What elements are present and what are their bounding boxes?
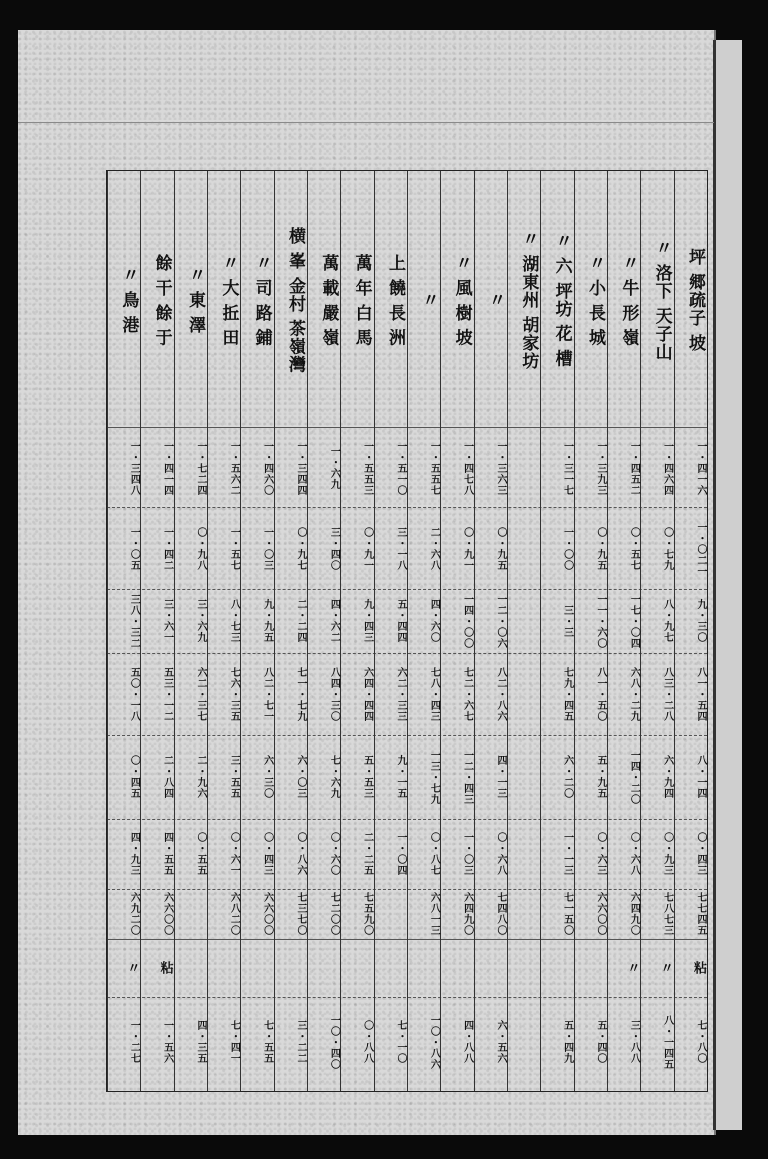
value-v9: 五・四〇 <box>594 1020 606 1064</box>
place-name: 萬 載 嚴 嶺 <box>318 253 339 347</box>
value-v7: 六八二〇 <box>228 892 240 936</box>
table-column <box>307 171 341 1091</box>
value-v6: 〇・四三 <box>694 832 706 876</box>
value-v9: 七・五五 <box>261 1020 273 1064</box>
value-v5: 五・九五 <box>594 755 606 799</box>
value-v6: 〇・九三 <box>661 832 673 876</box>
value-v1: 一・四一六 <box>694 440 706 496</box>
value-v5: 三・五五 <box>228 755 240 799</box>
place-name: 〃 六 坪坊 花 槽 <box>551 232 572 368</box>
value-v4: 八二・七一 <box>261 666 273 722</box>
value-v1: 一・三九三 <box>594 440 606 496</box>
value-v5: 六・三〇 <box>261 755 273 799</box>
value-v9: 四・八八 <box>461 1020 473 1064</box>
table-column <box>407 171 441 1091</box>
value-v3: 四・六〇 <box>428 599 440 643</box>
value-v5: 二・八四 <box>161 755 173 799</box>
value-v4: 八一・五〇 <box>594 666 606 722</box>
value-v9 <box>508 1001 541 1083</box>
value-v9: 六・五六 <box>494 1020 506 1064</box>
book-edge <box>713 40 742 1130</box>
value-v7: 七一五〇 <box>561 892 573 936</box>
grade-mark <box>308 943 341 993</box>
table-column <box>674 171 708 1091</box>
table-column <box>174 171 208 1091</box>
table-column <box>374 171 408 1091</box>
value-v3: 二・二四 <box>294 599 306 643</box>
table-column <box>640 171 674 1091</box>
table-column <box>340 171 374 1091</box>
value-v6: 〇・八六 <box>294 832 306 876</box>
grade-mark <box>508 943 541 993</box>
value-v1: 一・五六二 <box>228 440 240 496</box>
place-name: 上 饒 長 洲 <box>384 253 405 347</box>
value-v1: 一・四七八 <box>461 440 473 496</box>
value-v6: 〇・六八 <box>628 832 640 876</box>
value-v6: 〇・六一 <box>228 832 240 876</box>
value-v2: 一・〇三 <box>261 527 273 571</box>
grade-mark <box>341 943 374 993</box>
value-v6: 一・〇四 <box>394 832 406 876</box>
value-v3: 五・四四 <box>394 599 406 643</box>
value-v9: 五・四九 <box>561 1020 573 1064</box>
table-column <box>474 171 508 1091</box>
place-name: 〃 鳥 港 <box>118 266 139 334</box>
value-v6: 二・二五 <box>361 832 373 876</box>
value-v4: 六二・三七 <box>194 666 206 722</box>
place-name: 〃 東 澤 <box>184 266 205 334</box>
value-v1: 一・四六〇 <box>261 440 273 496</box>
value-v3: 八・九七 <box>661 599 673 643</box>
value-v2: 〇・九一 <box>361 527 373 571</box>
value-v2: 一・〇五 <box>128 527 140 571</box>
value-v2: 三・四〇 <box>328 527 340 571</box>
table-column <box>240 171 274 1091</box>
value-v7 <box>508 891 541 937</box>
value-v7 <box>375 891 408 937</box>
top-rule <box>18 122 714 123</box>
value-v5: 一二・四三 <box>461 749 473 805</box>
grade-mark <box>475 943 508 993</box>
value-v7: 七三七〇 <box>294 892 306 936</box>
value-v5: 七・六九 <box>328 755 340 799</box>
value-v3: 一二・〇六 <box>494 593 506 649</box>
value-v5: 一四・二〇 <box>628 749 640 805</box>
value-v6 <box>508 821 541 887</box>
value-v4 <box>508 655 541 733</box>
value-v6: 一・一三 <box>561 832 573 876</box>
value-v4: 八三・二八 <box>661 666 673 722</box>
value-v9: 三・八八 <box>628 1020 640 1064</box>
value-v6: 四・五五 <box>161 832 173 876</box>
value-v4: 八四・三〇 <box>328 666 340 722</box>
value-v7: 六六〇〇 <box>261 892 273 936</box>
value-v7: 七二〇〇 <box>328 892 340 936</box>
value-v4: 五〇・一八 <box>128 666 140 722</box>
value-v4: 八二・八六 <box>494 666 506 722</box>
value-v7: 七七四五 <box>694 892 706 936</box>
value-v2: 三・一八 <box>394 527 406 571</box>
value-v4: 五三・一二 <box>161 666 173 722</box>
value-v7 <box>175 891 208 937</box>
value-v4: 七六・三五 <box>228 666 240 722</box>
value-v4: 六二・三三 <box>394 666 406 722</box>
value-v1: 一・四五二 <box>628 440 640 496</box>
value-v9: 一・五六 <box>161 1020 173 1064</box>
value-v5: 六・九四 <box>661 755 673 799</box>
value-v1: 一・三一七 <box>561 440 573 496</box>
value-v6: 〇・四三 <box>261 832 273 876</box>
value-v2: 〇・九七 <box>294 527 306 571</box>
place-name: 〃 <box>418 291 439 309</box>
value-v3: 九・九五 <box>261 599 273 643</box>
place-name: 〃 司 路 鋪 <box>251 253 272 347</box>
grade-mark: 〃 <box>624 961 640 975</box>
value-v7: 七四八〇 <box>494 892 506 936</box>
value-v3: 一一・六〇 <box>594 593 606 649</box>
value-v1: 一・四六四 <box>661 440 673 496</box>
value-v1: 一・七二四 <box>194 440 206 496</box>
value-v2: 一・四二 <box>161 527 173 571</box>
grade-mark <box>275 943 308 993</box>
value-v4: 七八・四三 <box>428 666 440 722</box>
value-v2: 二・六八 <box>428 527 440 571</box>
value-v3: 九・三〇 <box>694 599 706 643</box>
value-v2: 一・〇二一 <box>694 521 706 577</box>
value-v9: 一・二七 <box>128 1020 140 1064</box>
value-v2: 一・五七 <box>228 527 240 571</box>
value-v1: 一・三四四 <box>294 440 306 496</box>
table-column <box>440 171 474 1091</box>
value-v9: 七・一〇 <box>394 1020 406 1064</box>
value-v2: 〇・九一 <box>461 527 473 571</box>
value-v2 <box>508 509 541 589</box>
place-name: 坪 郷疏子 坡 <box>684 248 705 352</box>
value-v7: 六六〇〇 <box>161 892 173 936</box>
value-v1: 一・五五七 <box>428 440 440 496</box>
place-name: 〃 牛 形 嶺 <box>618 253 639 347</box>
grade-mark: 粘 <box>157 961 173 975</box>
value-v9: 三・二二 <box>294 1020 306 1064</box>
document-page <box>18 30 716 1135</box>
value-v4: 七九・四五 <box>561 666 573 722</box>
value-v9: 七・四一 <box>228 1020 240 1064</box>
place-name: 〃 湖東州 胡家坊 <box>518 230 539 370</box>
grade-mark: 〃 <box>657 961 673 975</box>
table-column <box>140 171 174 1091</box>
value-v3: 三・六九 <box>194 599 206 643</box>
value-v6: 〇・八七 <box>428 832 440 876</box>
grade-mark: 粘 <box>690 961 706 975</box>
value-v9: 八・一四五 <box>661 1014 673 1070</box>
value-v3: 三・六一 <box>161 599 173 643</box>
value-v7: 七五九〇 <box>361 892 373 936</box>
value-v7: 七八七三 <box>661 892 673 936</box>
place-name: 横 峯 金村 茶嶺灣 <box>284 226 305 374</box>
value-v1: 一・四一四 <box>161 440 173 496</box>
value-v5 <box>508 737 541 817</box>
grade-mark <box>441 943 474 993</box>
value-v3 <box>508 591 541 651</box>
value-v5: 二・九六 <box>194 755 206 799</box>
value-v3: 一七・〇四 <box>628 593 640 649</box>
grade-mark: 〃 <box>124 961 140 975</box>
value-v3: 九・四三 <box>361 599 373 643</box>
value-v5: 九・一五 <box>394 755 406 799</box>
value-v3: 三・三 <box>561 604 573 638</box>
value-v6: 〇・六三 <box>594 832 606 876</box>
value-v2: 一・〇〇 <box>561 527 573 571</box>
value-v6: 〇・六〇 <box>328 832 340 876</box>
value-v6: 〇・五五 <box>194 832 206 876</box>
value-v2: 〇・九五 <box>494 527 506 571</box>
table-column <box>507 171 541 1091</box>
value-v6: 四・九三 <box>128 832 140 876</box>
value-v1: 一・五一〇 <box>394 440 406 496</box>
table-column <box>607 171 641 1091</box>
value-v1: 一・六九 <box>328 446 340 490</box>
grade-mark <box>375 943 408 993</box>
value-v1: 一・三四八 <box>128 440 140 496</box>
place-name: 〃 洛下 天子山 <box>651 239 672 361</box>
value-v3: 一四・〇〇 <box>461 593 473 649</box>
value-v2: 〇・五七 <box>628 527 640 571</box>
place-name: 〃 大 拞 田 <box>218 253 239 347</box>
value-v6: 一・〇三 <box>461 832 473 876</box>
value-v5: 五・五三 <box>361 755 373 799</box>
value-v5: 一三・七九 <box>428 749 440 805</box>
value-v1: 一・三六三 <box>494 440 506 496</box>
value-v2: 〇・九八 <box>194 527 206 571</box>
value-v2: 〇・九五 <box>594 527 606 571</box>
value-v9: 七・八〇 <box>694 1020 706 1064</box>
value-v4: 六八・二九 <box>628 666 640 722</box>
value-v9: 一〇・四〇 <box>328 1014 340 1070</box>
value-v4: 七一・七九 <box>294 666 306 722</box>
value-v5: 〇・四五 <box>128 755 140 799</box>
table-column <box>274 171 308 1091</box>
value-v7: 六四九〇 <box>461 892 473 936</box>
grade-mark <box>175 943 208 993</box>
place-name: 〃 小 長 城 <box>584 253 605 347</box>
value-v3: 八・七三 <box>228 599 240 643</box>
value-v5: 八・一四 <box>694 755 706 799</box>
place-name: 〃 風 樹 坡 <box>451 253 472 347</box>
value-v9: 〇・八八 <box>361 1020 373 1064</box>
value-v4: 八一・五四 <box>694 666 706 722</box>
value-v5: 六・二〇 <box>561 755 573 799</box>
value-v7: 六九二〇 <box>128 892 140 936</box>
value-v5: 六・〇三 <box>294 755 306 799</box>
value-v1: 一・五五三 <box>361 440 373 496</box>
place-name: 餘 干 餘 于 <box>151 253 172 347</box>
value-v7: 六八一三 <box>428 892 440 936</box>
data-table <box>106 170 708 1092</box>
grade-mark <box>208 943 241 993</box>
table-column <box>574 171 608 1091</box>
place-name: 萬 年 白 馬 <box>351 253 372 347</box>
value-v2: 〇・七九 <box>661 527 673 571</box>
grade-mark <box>575 943 608 993</box>
value-v7: 六四九〇 <box>628 892 640 936</box>
value-v7: 六六〇〇 <box>594 892 606 936</box>
value-v4: 六四・四四 <box>361 666 373 722</box>
table-column <box>540 171 574 1091</box>
value-v5: 四・一三 <box>494 755 506 799</box>
grade-mark <box>541 943 574 993</box>
value-v9: 一〇・八六 <box>428 1014 440 1070</box>
value-v1 <box>508 433 541 503</box>
value-v9: 四・三五 <box>194 1020 206 1064</box>
value-v3: 三八・三二 <box>128 593 140 649</box>
place-name: 〃 <box>484 291 505 309</box>
value-v3: 四・六二 <box>328 599 340 643</box>
grade-mark <box>408 943 441 993</box>
table-column <box>207 171 241 1091</box>
value-v4: 七二・六七 <box>461 666 473 722</box>
table-column <box>107 171 141 1091</box>
grade-mark <box>241 943 274 993</box>
value-v6: 〇・六八 <box>494 832 506 876</box>
